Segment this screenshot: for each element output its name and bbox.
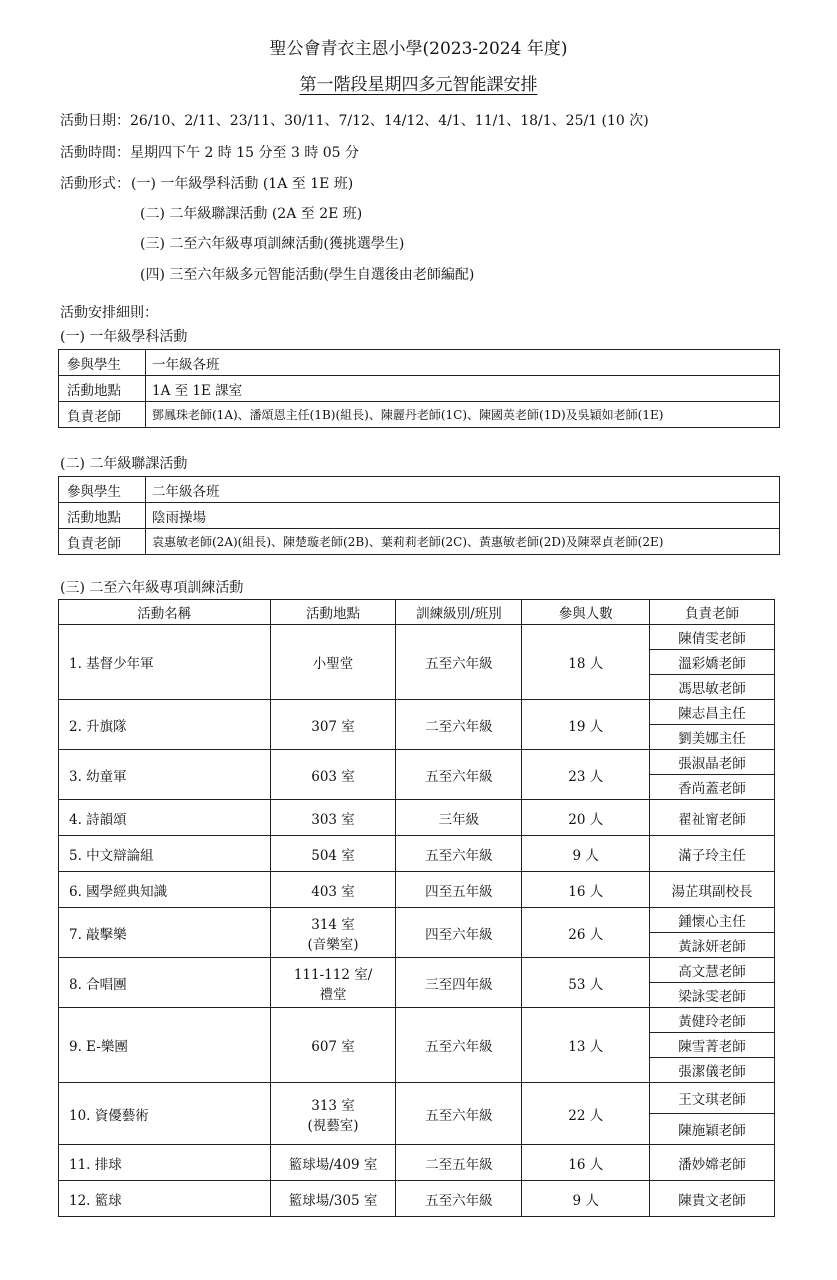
teacher-cell: 陳倩雯老師 xyxy=(650,625,775,650)
activity-count: 53 人 xyxy=(522,958,650,1008)
table-row xyxy=(59,1083,775,1114)
row-label: 負責老師 xyxy=(59,529,146,555)
activity-form-1: (一) 一年級學科活動 (1A 至 1E 班) xyxy=(131,176,354,192)
teacher-cell: 黃詠妍老師 xyxy=(650,933,775,958)
table-row xyxy=(59,800,775,836)
activity-count: 16 人 xyxy=(522,872,650,908)
activity-level: 五至六年級 xyxy=(396,750,522,800)
row-label: 活動地點 xyxy=(59,376,146,402)
table-row xyxy=(59,350,780,376)
activity-forms-label: 活動形式： xyxy=(60,176,130,192)
activity-count: 20 人 xyxy=(522,800,650,836)
section3-heading: (三) 二至六年級專項訓練活動 xyxy=(60,580,244,596)
teacher-cell: 張潔儀老師 xyxy=(650,1058,775,1083)
activity-name: 12. 籃球 xyxy=(59,1181,271,1217)
activity-venue: 籃球場/409 室 xyxy=(270,1145,396,1181)
teacher-cell: 香尚蓋老師 xyxy=(650,775,775,800)
activity-name: 9. E-樂團 xyxy=(59,1008,271,1083)
activity-venue xyxy=(270,1083,396,1145)
column-header: 活動地點 xyxy=(270,600,396,625)
row-value: 鄧鳳珠老師(1A)、潘頌恩主任(1B)(組長)、陳麗丹老師(1C)、陳國英老師(1D)及吳穎如老師(1E) xyxy=(146,402,780,428)
venue-line: (視藝室) xyxy=(307,1117,359,1134)
activity-level: 五至六年級 xyxy=(396,1083,522,1145)
grade1-table xyxy=(58,349,780,428)
teacher-cell: 黃健玲老師 xyxy=(650,1008,775,1033)
teacher-cell: 湯芷琪副校長 xyxy=(650,872,775,908)
table-row xyxy=(59,908,775,933)
activity-venue: 607 室 xyxy=(270,1008,396,1083)
table-row xyxy=(59,503,780,529)
activity-count: 13 人 xyxy=(522,1008,650,1083)
activity-name: 2. 升旗隊 xyxy=(59,700,271,750)
row-value: 二年級各班 xyxy=(146,477,780,503)
table-row xyxy=(59,872,775,908)
teacher-cell: 高文慧老師 xyxy=(650,958,775,983)
activity-time: 活動時間：星期四下午 2 時 15 分至 3 時 05 分 xyxy=(60,145,360,161)
row-value: 袁惠敏老師(2A)(組長)、陳楚璇老師(2B)、葉莉莉老師(2C)、黃惠敏老師(2D)及陳翠貞老師(2E) xyxy=(146,529,780,555)
activity-name: 11. 排球 xyxy=(59,1145,271,1181)
activity-level: 二至六年級 xyxy=(396,700,522,750)
activity-count: 16 人 xyxy=(522,1145,650,1181)
activity-dates: 活動日期：26/10、2/11、23/11、30/11、7/12、14/12、4/1、11/1、18/1、25/1 (10 次) xyxy=(60,113,649,129)
table-row xyxy=(59,836,775,872)
table-row xyxy=(59,1181,775,1217)
activity-name: 7. 敲擊樂 xyxy=(59,908,271,958)
teacher-cell: 潘妙嫦老師 xyxy=(650,1145,775,1181)
activity-name: 4. 詩韻頌 xyxy=(59,800,271,836)
activity-count: 19 人 xyxy=(522,700,650,750)
venue-line: 禮堂 xyxy=(319,986,347,1003)
teacher-cell: 梁詠雯老師 xyxy=(650,983,775,1008)
training-table xyxy=(58,599,775,1217)
page-title-text: 第一階段星期四多元智能課安排 xyxy=(299,75,538,95)
activity-venue xyxy=(270,958,396,1008)
table-row xyxy=(59,625,775,650)
activity-name: 10. 資優藝術 xyxy=(59,1083,271,1145)
teacher-cell: 溫彩嬌老師 xyxy=(650,650,775,675)
teacher-cell: 張淑晶老師 xyxy=(650,750,775,775)
activity-form-3: (三) 二至六年級專項訓練活動(獲挑選學生) xyxy=(140,236,405,252)
teacher-cell: 劉美娜主任 xyxy=(650,725,775,750)
table-row xyxy=(59,700,775,725)
activity-level: 五至六年級 xyxy=(396,1181,522,1217)
activity-name: 3. 幼童軍 xyxy=(59,750,271,800)
activity-venue: 307 室 xyxy=(270,700,396,750)
activity-level: 四至六年級 xyxy=(396,908,522,958)
activity-level: 五至六年級 xyxy=(396,836,522,872)
teacher-cell: 陳雪菁老師 xyxy=(650,1033,775,1058)
table-row xyxy=(59,1145,775,1181)
table-row xyxy=(59,477,780,503)
activity-venue: 小聖堂 xyxy=(270,625,396,700)
activity-venue: 籃球場/305 室 xyxy=(270,1181,396,1217)
teacher-cell: 陳施穎老師 xyxy=(650,1114,775,1145)
teacher-cell: 馮思敏老師 xyxy=(650,675,775,700)
table-row xyxy=(59,750,775,775)
teacher-cell: 陳志昌主任 xyxy=(650,700,775,725)
grade2-table xyxy=(58,476,780,555)
activity-name: 5. 中文辯論組 xyxy=(59,836,271,872)
column-header: 參與人數 xyxy=(522,600,650,625)
activity-level: 五至六年級 xyxy=(396,1008,522,1083)
activity-venue xyxy=(270,908,396,958)
activity-level: 二至五年級 xyxy=(396,1145,522,1181)
table-row xyxy=(59,376,780,402)
activity-level: 四至五年級 xyxy=(396,872,522,908)
details-heading: 活動安排細則： xyxy=(60,305,158,321)
teacher-cell: 滿子玲主任 xyxy=(650,836,775,872)
section2-heading: (二) 二年級聯課活動 xyxy=(60,456,188,472)
row-value: 一年級各班 xyxy=(146,350,780,376)
table-row xyxy=(59,958,775,983)
teacher-cell: 鍾懷心主任 xyxy=(650,908,775,933)
activity-count: 22 人 xyxy=(522,1083,650,1145)
teacher-cell: 翟祉甯老師 xyxy=(650,800,775,836)
row-label: 參與學生 xyxy=(59,477,146,503)
row-value: 1A 至 1E 課室 xyxy=(146,376,780,402)
activity-venue: 603 室 xyxy=(270,750,396,800)
activity-count: 9 人 xyxy=(522,836,650,872)
column-header: 訓練級別/班別 xyxy=(396,600,522,625)
table-row xyxy=(59,1008,775,1033)
activity-count: 23 人 xyxy=(522,750,650,800)
activity-count: 26 人 xyxy=(522,908,650,958)
activity-count: 18 人 xyxy=(522,625,650,700)
table-row xyxy=(59,529,780,555)
activity-count: 9 人 xyxy=(522,1181,650,1217)
row-label: 活動地點 xyxy=(59,503,146,529)
activity-level: 三年級 xyxy=(396,800,522,836)
activity-level: 五至六年級 xyxy=(396,625,522,700)
activity-venue: 504 室 xyxy=(270,836,396,872)
section1-heading: (一) 一年級學科活動 xyxy=(60,329,188,345)
column-header: 負責老師 xyxy=(650,600,775,625)
venue-line: (音樂室) xyxy=(307,936,359,953)
activity-name: 6. 國學經典知識 xyxy=(59,872,271,908)
activity-form-2: (二) 二年級聯課活動 (2A 至 2E 班) xyxy=(140,206,363,222)
venue-line: 313 室 xyxy=(311,1097,355,1114)
activity-level: 三至四年級 xyxy=(396,958,522,1008)
activity-name: 1. 基督少年軍 xyxy=(59,625,271,700)
table-header-row xyxy=(59,600,775,625)
venue-line: 111-112 室/ xyxy=(293,966,373,983)
teacher-cell: 陳貴文老師 xyxy=(650,1181,775,1217)
activity-name: 8. 合唱團 xyxy=(59,958,271,1008)
page-title xyxy=(0,74,837,96)
school-title: 聖公會青衣主恩小學(2023-2024 年度) xyxy=(269,39,568,59)
venue-line: 314 室 xyxy=(311,916,355,933)
activity-form-4: (四) 三至六年級多元智能活動(學生自選後由老師編配) xyxy=(140,267,475,283)
row-label: 參與學生 xyxy=(59,350,146,376)
row-value: 陰雨操場 xyxy=(146,503,780,529)
column-header: 活動名稱 xyxy=(59,600,271,625)
activity-venue: 303 室 xyxy=(270,800,396,836)
teacher-cell: 王文琪老師 xyxy=(650,1083,775,1114)
row-label: 負責老師 xyxy=(59,402,146,428)
table-row xyxy=(59,402,780,428)
activity-venue: 403 室 xyxy=(270,872,396,908)
